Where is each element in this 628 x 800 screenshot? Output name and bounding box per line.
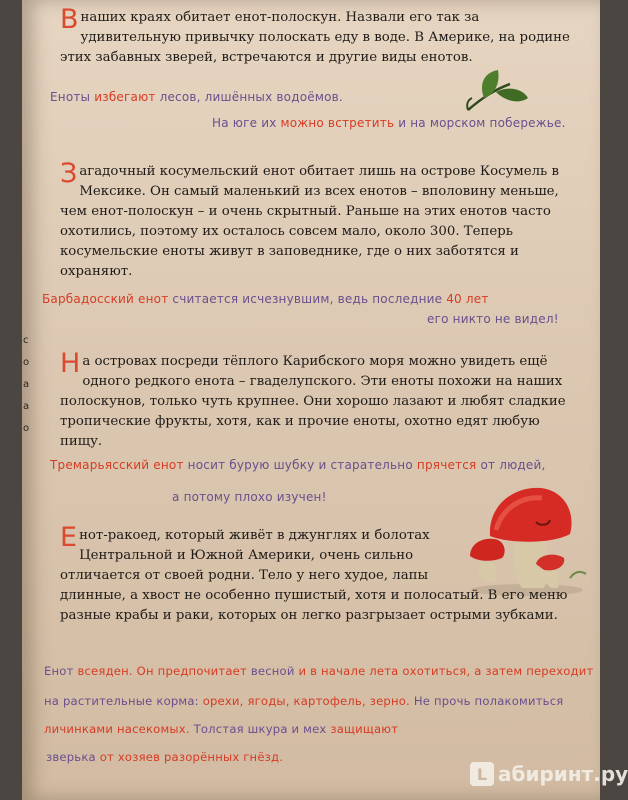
note-barbados-raccoon: Барбадосский енот считается исчезнувшим, ведь последние 40 лет bbox=[42, 292, 489, 306]
paragraph-crab-eating-raccoon: Енот-ракоед, который живёт в джунглях и болотах Центральной и Южной Америки, очень сильно отличается от своей родни. Тело у него худое, лапы длинные, а хвост не особенно пушистый, хотя и полосатый. В его меню разные крабы и раки, которых он легко разгрызает острыми зубками. bbox=[60, 522, 568, 623]
gutter-letters: с о а а о bbox=[23, 335, 30, 434]
note-avoid-forests: Еноты избегают лесов, лишённых водоёмов. bbox=[50, 90, 343, 104]
note-omnivore-3: личинками насекомых. Толстая шкура и мех защищают bbox=[44, 722, 399, 736]
book-page bbox=[22, 0, 628, 800]
note-not-seen: его никто не видел! bbox=[427, 312, 559, 326]
leaf-icon bbox=[462, 68, 532, 116]
site-watermark: L абиринт.ру bbox=[470, 762, 628, 786]
labirint-logo-icon: L bbox=[470, 762, 494, 786]
drop-cap: Е bbox=[60, 522, 78, 553]
drop-cap: З bbox=[60, 158, 78, 189]
note-omnivore-1: Енот всеяден. Он предпочитает весной и в начале лета охотиться, а затем переходит bbox=[44, 664, 594, 678]
note-omnivore-2: на растительные корма: орехи, ягоды, картофель, зерно. Не прочь полакомиться bbox=[44, 694, 564, 708]
paragraph-raccoon-intro: В наших краях обитает енот-полоскун. Назвали его так за удивительную привычку полоскать еду в воде. В Америке, на родине этих забавных зверей, встречаются и другие виды енотов. bbox=[60, 4, 570, 65]
paragraph-cozumel-raccoon: Загадочный косумельский енот обитает лишь на острове Косумель в Мексике. Он самый маленький из всех енотов – вполовину меньше, чем енот-полоскун – и очень скрытный. Раньше на этих енотов часто охотились, поэтому их осталось совсем мало, около 300. Теперь косумельские еноты живут в заповеднике, где о них заботятся и охраняют. bbox=[60, 158, 560, 279]
note-tres-marias-raccoon: Тремарьясский енот носит бурую шубку и старательно прячется от людей, bbox=[50, 458, 546, 472]
note-south-coast: На юге их можно встретить и на морском побережье. bbox=[212, 116, 566, 130]
note-poorly-studied: а потому плохо изучен! bbox=[172, 490, 327, 504]
drop-cap: В bbox=[60, 4, 79, 35]
note-omnivore-4: зверька от хозяев разорённых гнёзд. bbox=[46, 750, 284, 764]
drop-cap: Н bbox=[60, 348, 81, 379]
paragraph-guadeloupe-raccoon: На островах посреди тёплого Карибского моря можно увидеть ещё одного редкого енота – гваделупского. Эти еноты похожи на наших полоскунов, только чуть крупнее. Они хорошо лазают и любят сладкие тропические фрукты, хотя, как и прочие еноты, охотно едят любую пищу. bbox=[60, 348, 566, 449]
